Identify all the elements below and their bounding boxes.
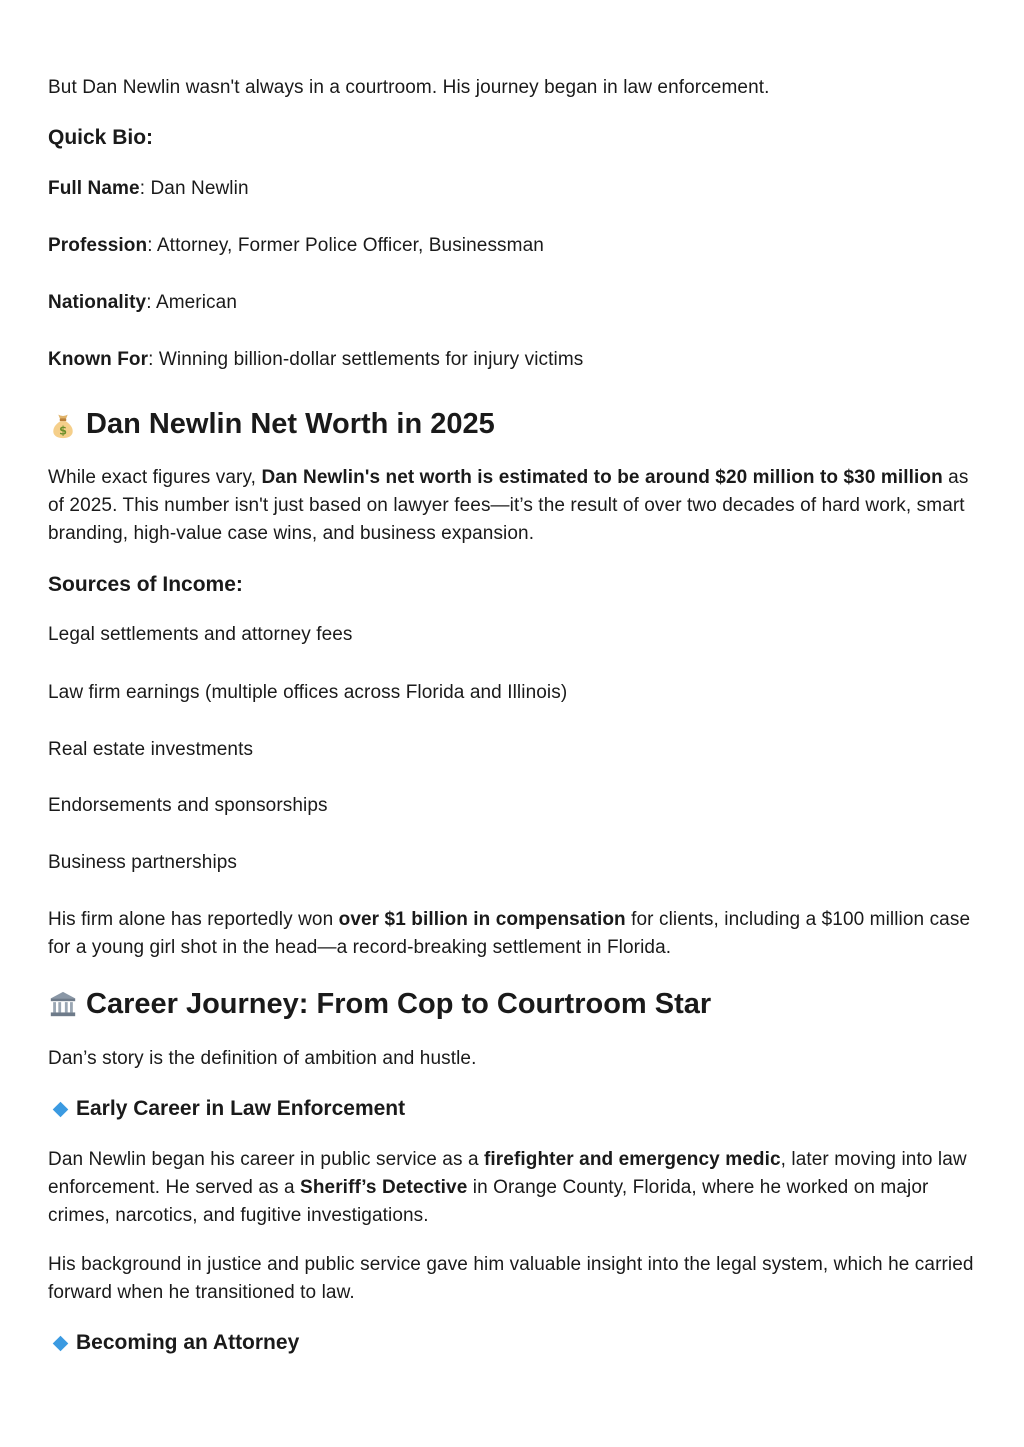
bio-item-known-for [48, 346, 583, 374]
career-title: Career Journey: From Cop to Courtroom Star [86, 988, 712, 1020]
income-item: Law firm earnings (multiple offices across Florida and Illinois) [48, 682, 568, 703]
net-worth-paragraph [48, 464, 978, 548]
early-career-heading [48, 1095, 405, 1123]
bio-item-profession [48, 232, 544, 260]
bio-value: : American [146, 292, 237, 313]
svg-text:$: $ [59, 424, 67, 438]
bio-item-nationality [48, 289, 237, 317]
income-item: Business partnerships [48, 852, 238, 873]
classical-building-icon [48, 989, 78, 1019]
bio-label: Nationality [48, 292, 147, 313]
bio-label: Known For [48, 349, 149, 370]
compensation-highlight: over $1 billion in compensation [338, 909, 626, 930]
net-worth-title: Dan Newlin Net Worth in 2025 [86, 408, 495, 440]
bio-heading: Quick Bio: [48, 126, 154, 149]
early-career-title: Early Career in Law Enforcement [76, 1097, 406, 1120]
text-run: While exact figures vary, [48, 467, 262, 488]
text-run: in Orange County, Florida, where he worked on major crimes, narcotics, and fugitive investigations. [48, 1177, 929, 1226]
text-run: for clients, including a $100 million case for a young girl shot in the head—a record-breaking settlement in Florida. [48, 909, 971, 958]
blue-diamond-icon [53, 1335, 69, 1351]
net-worth-heading [48, 406, 495, 442]
text-run: as of 2025. This number isn't just based on lawyer fees—it’s the result of over two decades of hard work, smart branding, high-value case wins, and business expansion. [48, 467, 969, 544]
background-paragraph: His background in justice and public service gave him valuable insight into the legal system, which he carried forward when he transitioned to law. [48, 1254, 974, 1303]
attorney-title: Becoming an Attorney [76, 1331, 300, 1354]
career-heading [48, 986, 711, 1022]
bio-value: : Attorney, Former Police Officer, Businessman [147, 235, 544, 256]
bio-label: Profession [48, 235, 148, 256]
role-highlight: firefighter and emergency medic [484, 1149, 781, 1170]
firm-compensation-paragraph [48, 906, 978, 962]
career-intro: Dan’s story is the definition of ambition and hustle. [48, 1048, 477, 1069]
bio-value: : Winning billion-dollar settlements for injury victims [148, 349, 584, 370]
income-item: Legal settlements and attorney fees [48, 624, 353, 645]
income-item: Endorsements and sponsorships [48, 795, 328, 816]
early-career-paragraph [48, 1146, 978, 1230]
income-item: Real estate investments [48, 739, 254, 760]
net-worth-estimate: Dan Newlin's net worth is estimated to be around $20 million to $30 million [261, 467, 943, 488]
money-bag-icon [48, 409, 78, 439]
text-run: His firm alone has reportedly won [48, 909, 339, 930]
text-run: , later moving into law enforcement. He served as a [48, 1149, 967, 1198]
intro-paragraph: But Dan Newlin wasn't always in a courtroom. His journey began in law enforcement. [48, 77, 770, 98]
income-heading: Sources of Income: [48, 573, 243, 596]
blue-diamond-icon [53, 1101, 69, 1117]
bio-item-full-name [48, 175, 249, 203]
bio-value: : Dan Newlin [139, 178, 249, 199]
bio-label: Full Name [48, 178, 140, 199]
attorney-heading [48, 1329, 299, 1357]
role-highlight: Sheriff’s Detective [300, 1177, 468, 1198]
text-run: Dan Newlin began his career in public service as a [48, 1149, 484, 1170]
